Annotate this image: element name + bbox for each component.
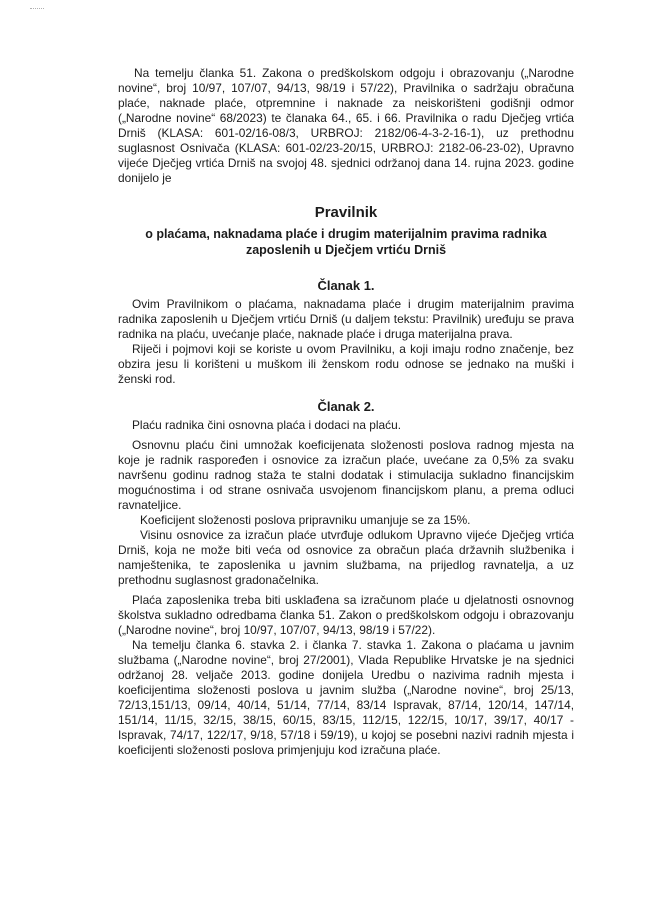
scan-artifact (30, 8, 44, 12)
article-1-paragraph: Riječi i pojmovi koji se koriste u ovom Pravilniku, a koji imaju rodno značenje, bez obzira jesu li korišteni u muškom ili ženskom rodu odnose se jednako na muški i ženski rod. (118, 342, 574, 386)
article-2-paragraph: Visinu osnovice za izračun plaće utvrđuje odlukom Upravno vijeće Dječjeg vrtića Drniš, koja ne može biti veća od osnovice za obračun plaća državnih službenika i namještenika, te zaposlenika u javnim službama, na prijedlog ravnatelja, a uz prethodnu suglasnost gradonačelnika. (118, 528, 574, 587)
article-2-paragraph: Plaća zaposlenika treba biti usklađena sa izračunom plaće u djelatnosti osnovnog školstva sukladno odredbama članka 51. Zakon o predškolskom odgoju i obrazovanju („Narodne novine“, broj 10/97, 107/07, 94/13, 98/19 i 57/22). (118, 593, 574, 637)
article-2-paragraph: Osnovnu plaću čini umnožak koeficijenata složenosti poslova radnog mjesta na koje je radnik raspoređen i osnovice za izračun plaće, uvećane za 0,5% za svaku navršenu godinu radnog staža te stalni dodatak i stimulacija sukladno financijskim mogućnostima i od strane osnivača usvojenom financijskom planu, a prema odluci ravnateljice. (118, 438, 574, 512)
article-2-paragraph: Na temelju članka 6. stavka 2. i članka 7. stavka 1. Zakona o plaćama u javnim službama („Narodne novine“, broj 27/2001), Vlada Republike Hrvatske je na sjednici održanoj 28. veljače 2013. godine donijela Uredbu o nazivima radnih mjesta i koeficijentima složenosti poslova u javnim služba („Narodne novine“, broj 25/13, 72/13,151/13, 09/14, 40/14, 51/14, 77/14, 83/14 Ispravak, 87/14, 120/14, 147/14, 151/14, 11/15, 32/15, 38/15, 60/15, 83/15, 112/15, 122/15, 10/17, 39/17, 40/17 - Ispravak, 74/17, 122/17, 9/18, 57/18 i 59/19), u kojoj se posebni nazivi radnih mjesta i koeficijenti složenosti poslova primjenjuju kod izračuna plaće. (118, 638, 574, 757)
article-2-paragraph: Koeficijent složenosti poslova pripravniku umanjuje se za 15%. (140, 513, 471, 527)
article-2-paragraph: Plaću radnika čini osnovna plaća i dodaci na plaću. (132, 418, 402, 432)
document-subtitle: o plaćama, naknadama plaće i drugim materijalnim pravima radnika zaposlenih u Dječjem vrtiću Drniš (145, 227, 547, 257)
document-page (118, 66, 574, 758)
article-2-heading: Članak 2. (317, 399, 375, 414)
document-title: Pravilnik (314, 204, 378, 221)
article-1-paragraph: Ovim Pravilnikom o plaćama, naknadama plaće i drugim materijalnim pravima radnika zaposlenih u Dječjem vrtiću Drniš (u daljem tekstu: Pravilnik) uređuju se prava radnika na plaću, uvećanje plaće, naknade plaće i druga materijalna prava. (118, 297, 574, 341)
preamble-paragraph: Na temelju članka 51. Zakona o predškolskom odgoju i obrazovanju („Narodne novine“, broj 10/97, 107/07, 94/13, 98/19 i 57/22), Pravilnika o sadržaju obračuna plaće, naknade plaće, otpremnine i naknade za neiskorišteni godišnji odmor („Narodne novine“ 68/2023) te članaka 64., 65. i 66. Pravilnika o radu Dječjeg vrtića Drniš (KLASA: 601-02/16-08/3, URBROJ: 2182/06-4-3-2-16-1), uz prethodnu suglasnost Osnivača (KLASA: 601-02/23-20/15, URBROJ: 2182-06-23-02), Upravno vijeće Dječjeg vrtića Drniš na svojoj 48. sjednici održanoj dana 14. rujna 2023. godine donijelo je (118, 66, 574, 185)
article-1-heading: Članak 1. (317, 278, 375, 293)
